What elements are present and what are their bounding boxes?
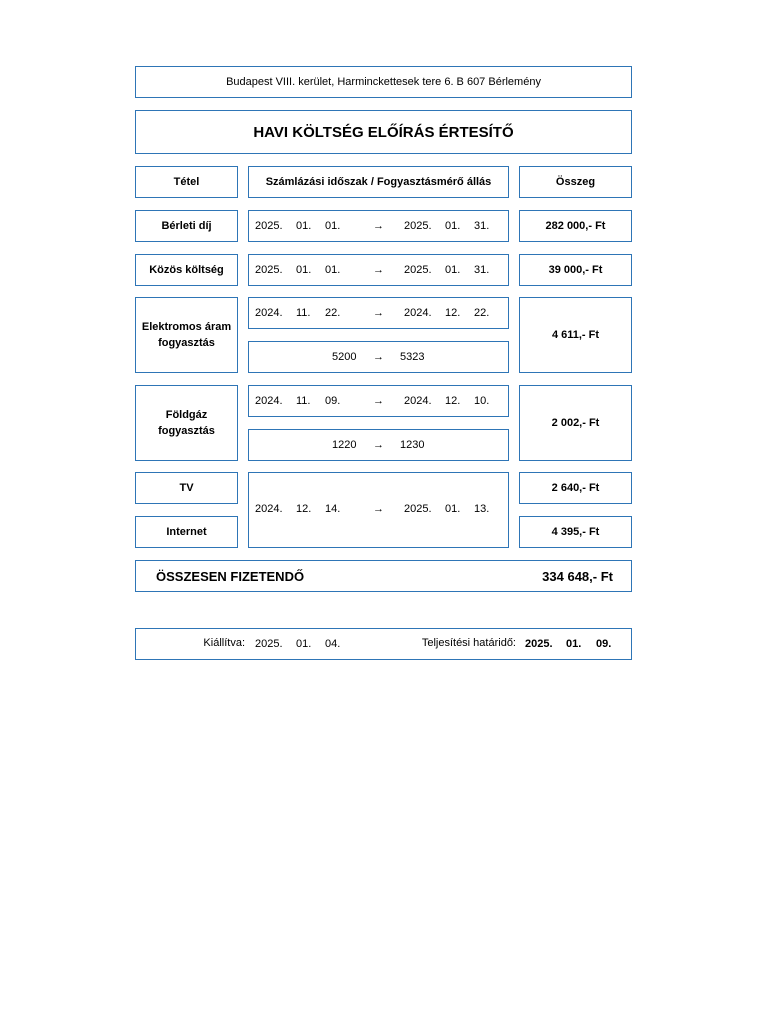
arrow-icon: → (373, 220, 384, 232)
internet-label-box (135, 516, 238, 548)
address-text: Budapest VIII. kerület, Harminckettesek tere 6. B 607 Bérlemény (226, 76, 541, 88)
rent-from-month: 01. (296, 220, 312, 232)
tv-amount-box (519, 472, 632, 504)
total-box (135, 560, 632, 592)
electric-to-year: 2024. (404, 307, 432, 319)
common-to-day: 31. (474, 264, 490, 276)
rent-to-day: 31. (474, 220, 490, 232)
arrow-icon: → (373, 307, 384, 319)
electric-from-month: 11. (296, 307, 311, 319)
tv-amount: 2 640,- Ft (551, 482, 600, 494)
rent-from-day: 01. (325, 220, 341, 232)
gas-label-line2: fogyasztás (158, 425, 215, 437)
issued-year: 2025. (255, 638, 283, 650)
tvnet-from-day: 14. (325, 503, 341, 515)
tvnet-to-day: 13. (474, 503, 490, 515)
arrow-icon: → (373, 351, 384, 363)
total-amount: 334 648,- Ft (542, 569, 613, 584)
arrow-icon: → (373, 503, 384, 515)
electric-to-month: 12. (445, 307, 461, 319)
issued-day: 04. (325, 638, 341, 650)
header-period (248, 166, 509, 198)
common-from-year: 2025. (255, 264, 283, 276)
gas-from-year: 2024. (255, 395, 283, 407)
header-amount-label: Összeg (555, 176, 596, 188)
header-period-label: Számlázási időszak / Fogyasztásmérő állás (265, 176, 492, 188)
common-period-box (248, 254, 509, 286)
tv-label-box (135, 472, 238, 504)
gas-meter-from: 1220 (332, 439, 357, 451)
electric-label-line2: fogyasztás (158, 337, 215, 349)
electric-from-day: 22. (325, 307, 341, 319)
common-to-month: 01. (445, 264, 461, 276)
gas-label-box (135, 385, 238, 461)
arrow-icon: → (373, 264, 384, 276)
title-box (135, 110, 632, 154)
electric-amount: 4 611,- Ft (551, 329, 600, 341)
header-item (135, 166, 238, 198)
arrow-icon: → (373, 439, 384, 451)
arrow-icon: → (373, 395, 384, 407)
electric-amount-box (519, 297, 632, 373)
rent-period-box (248, 210, 509, 242)
electric-period-box (248, 297, 509, 329)
gas-from-day: 09. (325, 395, 341, 407)
address-box (135, 66, 632, 98)
gas-from-month: 11. (296, 395, 311, 407)
electric-label-box (135, 297, 238, 373)
internet-amount-box (519, 516, 632, 548)
gas-to-month: 12. (445, 395, 461, 407)
electric-from-year: 2024. (255, 307, 283, 319)
tvnet-from-month: 12. (296, 503, 312, 515)
electric-to-day: 22. (474, 307, 490, 319)
gas-label-line1: Földgáz (165, 409, 208, 421)
tv-internet-period-box (248, 472, 509, 548)
gas-to-year: 2024. (404, 395, 432, 407)
common-amount-box (519, 254, 632, 286)
gas-meter-to: 1230 (400, 439, 425, 451)
total-label: ÖSSZESEN FIZETENDŐ (156, 569, 305, 584)
gas-amount: 2 002,- Ft (551, 417, 600, 429)
common-from-day: 01. (325, 264, 341, 276)
common-label-box (135, 254, 238, 286)
rent-from-year: 2025. (255, 220, 283, 232)
rent-to-month: 01. (445, 220, 461, 232)
internet-label: Internet (166, 526, 207, 538)
tvnet-to-month: 01. (445, 503, 461, 515)
deadline-label: Teljesítési határidő: (421, 637, 516, 649)
common-label: Közös költség (149, 264, 224, 276)
footer-box (135, 628, 632, 660)
rent-label-box (135, 210, 238, 242)
header-amount (519, 166, 632, 198)
page-title: HAVI KÖLTSÉG ELŐÍRÁS ÉRTESÍTŐ (253, 123, 514, 141)
deadline-month: 01. (566, 638, 582, 650)
gas-period-box (248, 385, 509, 417)
deadline-day: 09. (596, 638, 612, 650)
header-item-label: Tétel (173, 176, 200, 188)
rent-amount-box (519, 210, 632, 242)
common-amount: 39 000,- Ft (548, 264, 603, 276)
electric-label-line1: Elektromos áram (141, 321, 232, 333)
electric-meter-box (248, 341, 509, 373)
issued-month: 01. (296, 638, 312, 650)
tv-label: TV (179, 482, 194, 494)
common-to-year: 2025. (404, 264, 432, 276)
internet-amount: 4 395,- Ft (551, 526, 600, 538)
gas-meter-box (248, 429, 509, 461)
gas-to-day: 10. (474, 395, 490, 407)
rent-label: Bérleti díj (161, 220, 212, 232)
electric-meter-to: 5323 (400, 351, 425, 363)
gas-amount-box (519, 385, 632, 461)
common-from-month: 01. (296, 264, 312, 276)
tvnet-from-year: 2024. (255, 503, 283, 515)
rent-to-year: 2025. (404, 220, 432, 232)
rent-amount: 282 000,- Ft (545, 220, 606, 232)
tvnet-to-year: 2025. (404, 503, 432, 515)
electric-meter-from: 5200 (332, 351, 357, 363)
issued-label: Kiállítva: (203, 637, 245, 649)
deadline-year: 2025. (525, 638, 553, 650)
